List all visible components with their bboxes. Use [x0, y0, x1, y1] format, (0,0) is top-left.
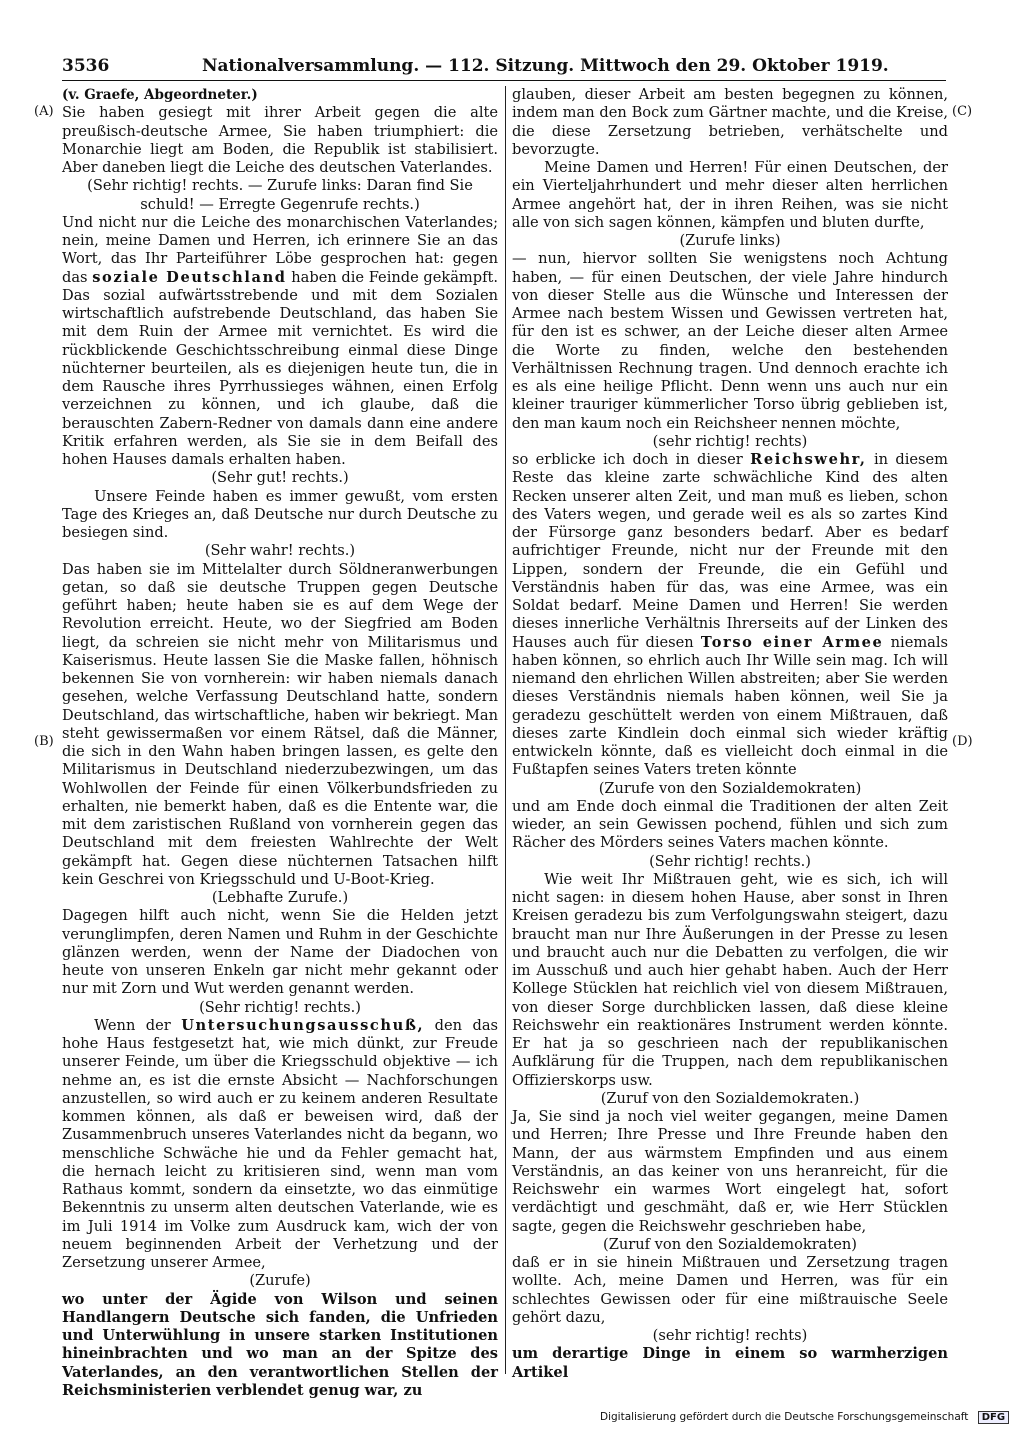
paragraph: Und nicht nur die Leiche des monarchischen Vaterlandes; nein, meine Damen und Herren, ich erinnere Sie an das Wort, das Ihr Parteiführer Löbe gesprochen hat: gegen das soziale Deutschland haben die Feinde gekämpft. Das sozial aufwärtsstrebende und mit dem Sozialen wirtschaftlich aufstrebende Deutschland, das haben Sie mit dem Ruin der Armee mit vernichtet. Es wird die rückblickende Geschichtsschreibung einmal diese Dinge nüchterner beurteilen, als es diejenigen heute tun, die in dem Rausche ihres Pyrrhussieges wähnen, einen Erfolg verzeichnen zu können, und ich glaube, daß die berauschten Zabern-Redner von damals dann eine andere Kritik erfahren werden, als Sie sie in dem Beifall des hohen Hauses damals erhalten haben. — [62, 213, 499, 468]
page-number: 3536 — [62, 56, 110, 76]
footer-text: Digitalisierung gefördert durch die Deutsche Forschungsgemeinschaft — [600, 1411, 969, 1423]
digitization-footer — [600, 1411, 1009, 1424]
interjection: (Zuruf von den Sozialdemokraten.) — [600, 1089, 860, 1107]
paragraph: um derartige Dinge in einem so warmherzigen Artikel — [512, 1345, 948, 1381]
interjection: (Sehr gut! rechts.) — [211, 469, 349, 487]
interjection: (Sehr richtig! rechts.) — [199, 998, 361, 1016]
interjection: (Sehr richtig! rechts.) — [649, 852, 811, 870]
paragraph: Sie haben gesiegt mit ihrer Arbeit gegen die alte preußisch-deutsche Armee, Sie haben triumphiert: die Monarchie liegt am Boden, die Republik ist stabilisiert. Aber daneben liegt die Leiche des deutschen Vaterlandes. — [62, 104, 498, 176]
speaker-label: (v. Graefe, Abgeordneter.) — [62, 87, 258, 103]
emphasis-text: Reichswehr, — [750, 451, 867, 468]
emphasis-text: Torso einer Armee — [700, 633, 884, 651]
interjection: (Zurufe links) — [679, 232, 781, 249]
left-column — [62, 86, 498, 1400]
margin-letter-b: (B) — [34, 734, 54, 749]
column-divider — [505, 86, 506, 1374]
paragraph: Ja, Sie sind ja noch viel weiter gegangen, meine Damen und Herren; Ihre Presse und Ihre Freunde haben den Mann, der aus wärmstem Empfinden und aus einem Verständnis, an das keiner von uns heranreicht, für die Reichswehr ein warmes Wort eingelegt hat, sofort verdächtigt und geschmäht, daß er, wie Herr Stücklen sagte, gegen die Reichswehr geschrieben habe, — [512, 1108, 948, 1235]
paragraph: Unsere Feinde haben es immer gewußt, vom ersten Tage des Krieges an, daß Deutsche nur durch Deutsche zu besiegen sind. — [62, 487, 498, 541]
right-column — [512, 86, 948, 1382]
emphasis-text: Untersuchungsausschuß, — [181, 1016, 425, 1034]
paragraph: Meine Damen und Herren! Für einen Deutschen, der ein Vierteljahrhundert und mehr dieser alten herrlichen Armee angehört hat, der in ihren Reihen, was sie nicht alle von sich sagen können, kämpfen und bluten durfte, — [512, 159, 948, 231]
interjection: (Lebhafte Zurufe.) — [211, 889, 349, 906]
paragraph: wo unter der Ägide von Wilson und seinen Handlangern Deutsche sich fanden, die Unfrieden und Unterwühlung in unsere starken Institutionen hineinbrachten und wo man an der Spitze des Vaterlandes, an den verantwortlichen Stellen der Reichsministerien verblendet genug war, zu — [62, 1290, 498, 1399]
interjection: (Zurufe) — [249, 1272, 311, 1290]
dfg-logo: DFG — [978, 1411, 1009, 1424]
interjection: (sehr richtig! rechts) — [652, 1327, 808, 1344]
margin-letter-c: (C) — [952, 104, 973, 119]
interjection: (Sehr richtig! rechts. — Zurufe links: Daran find Sie schuld! — Erregte Gegenrufe rechts.) — [87, 177, 473, 213]
paragraph: daß er in sie hinein Mißtrauen und Zersetzung tragen wollte. Ach, meine Damen und Herren, was für ein schlechtes Gewissen oder für eine mißtrauische Seele gehört dazu, — [512, 1254, 948, 1326]
interjection: (sehr richtig! rechts) — [652, 432, 808, 450]
paragraph: und am Ende doch einmal die Traditionen der alten Zeit wieder, an sein Gewissen pochend, fühlen und sich zum Rächer des Mörders seines Vaters machen könnte. — [512, 797, 948, 852]
paragraph: Das haben sie im Mittelalter durch Söldneranwerbungen getan, so daß sie deutsche Truppen gegen Deutsche geführt haben; heute haben sie es auf dem Wege der Revolution erreicht. Heute, wo der Siegfried am Boden liegt, da schreien sie nicht mehr von Militarismus und Kaiserismus. Heute lassen Sie die Maske fallen, höhnisch bekennen Sie von vornherein: wir haben niemals danach gesehen, welche Verfassung Deutschland hatte, sondern Deutschland, das wirtschaftliche, haben wir bekriegt. Man steht gewissermaßen vor einem Rätsel, daß die Männer, die sich in den Wahn haben bringen lassen, es gelte den Militarismus in Deutschland niederzubezwingen, um das Wohlwollen der Feinde für einen Völkerbundsfrieden zu erhalten, nie bemerkt haben, daß es die Entente war, die mit dem zaristischen Rußland von vornherein gegen das Deutschland mit dem freiesten Wahlrechte der Welt gekämpft hat. Gegen diese nüchternen Tatsachen hilft kein Geschrei von Kriegsschuld und U-Boot-Krieg. — [62, 560, 498, 888]
interjection: (Zurufe von den Sozialdemokraten) — [598, 779, 862, 797]
interjection: (Sehr wahr! rechts.) — [204, 542, 356, 560]
paragraph: Dagegen hilft auch nicht, wenn Sie die Helden jetzt verunglimpfen, deren Namen und Ruhm in der Geschichte glänzen werden, wenn der Name der Diadochen von heute von unseren Enkeln gar nicht mehr gekannt oder nur mit Zorn und Wut werden genannt werden. — [62, 907, 498, 998]
paragraph: so erblicke ich doch in dieser Reichswehr, in diesem Reste das kleine zarte schwächliche Kind des alten Recken unserer alten Zeit, und man muß es lieben, schon des Vaters wegen, und gerade weil es als so zartes Kind der Fürsorge ganz besonders bedarf. Aber es bedarf aufrichtiger Freunde, nicht nur der Freunde mit den Lippen, sondern der Freunde, die ein Gefühl und Verständnis haben für das, was eine Armee, was ein Soldat bedarf. Meine Damen und Herren! Sie werden dieses innerliche Verhältnis Ihrerseits auf der Linken des Hauses auch für diesen Torso einer Armee niemals haben können, so ehrlich auch Ihr Wille sein mag. Ich will niemand den ehrlichen Willen abstreiten; aber Sie werden dieses Verständnis niemals haben können, weil Sie ja geradezu geschüttelt werden von einem Mißtrauen, daß dieses zarte Kindlein doch einmal sich wieder kräftig entwickeln könnte, daß es vielleicht doch einmal in die Fußtapfen seines Vaters treten könnte — [512, 451, 949, 779]
running-title: Nationalversammlung. — 112. Sitzung. Mittwoch den 29. Oktober 1919. — [202, 56, 889, 76]
paragraph: Wie weit Ihr Mißtrauen geht, wie es sich, ich will nicht sagen: in diesem hohen Hause, aber sonst in Ihren Kreisen geradezu bis zum Verfolgungswahn steigert, dazu braucht man nur Ihre Äußerungen in der Presse zu lesen und braucht auch nur die Debatten zu verfolgen, die wir im Ausschuß und auch hier gehabt haben. Auch der Herr Kollege Stücklen hat reichlich viel von diesem Mißtrauen, von dieser Sorge durchblicken lassen, daß diese kleine Reichswehr ein reaktionäres Instrument werden könnte. Er hat ja so geschrieen nach der republikanischen Aufklärung für die Truppen, nach dem republikanischen Offizierskorps usw. — [512, 870, 948, 1089]
interjection: (Zuruf von den Sozialdemokraten) — [603, 1235, 857, 1253]
margin-letter-a: (A) — [34, 104, 54, 119]
paragraph: glauben, dieser Arbeit am besten begegnen zu können, indem man den Bock zum Gärtner machte, und die Kreise, die diese Zersetzung betrieben, verhätschelte und bevorzugte. — [512, 86, 948, 158]
margin-letter-d: (D) — [952, 734, 973, 749]
header-rule — [62, 80, 946, 81]
running-header — [62, 56, 952, 78]
paragraph: — nun, hiervor sollten Sie wenigstens noch Achtung haben, — für einen Deutschen, der viele Jahre hindurch von dieser Stelle aus die Wünsche und Interessen der Armee nach bestem Wissen und Gewissen vertreten hat, für den ist es schwer, an der Leiche dieser alten Armee die Worte zu finden, welche den bestehenden Verhältnissen Rechnung tragen. Und dennoch erachte ich es als eine heilige Pflicht. Denn wenn uns auch nur ein kleiner trauriger kümmerlicher Torso übrig geblieben ist, den man kaum noch ein Reichsheer nennen möchte, — [512, 250, 948, 432]
paragraph: Wenn der Untersuchungsausschuß, den das hohe Haus festgesetzt hat, wie mich dünkt, zur Freude unserer Feinde, um über die Kriegsschuld objektive — ich nehme an, es ist die ernste Absicht — Nachforschungen anzustellen, so wird auch er zu keinem anderen Resultate kommen können, als daß er beweisen wird, daß der Zusammenbruch unseres Vaterlandes nicht da begann, wo menschliche Schwäche hie und da Fehler gemacht hat, die hernach leicht zu kritisieren sind, wenn man vom Rathaus kommt, sondern da einsetzte, wo das einmütige Bekenntnis zu unserm alten deutschen Vaterlande, wie es im Juli 1914 im Volke zum Ausdruck kam, wich der von neuem beginnenden Arbeit der Verhetzung und der Zersetzung unserer Armee, — [62, 1016, 499, 1271]
emphasis-text: soziale Deutschland — [92, 268, 287, 286]
